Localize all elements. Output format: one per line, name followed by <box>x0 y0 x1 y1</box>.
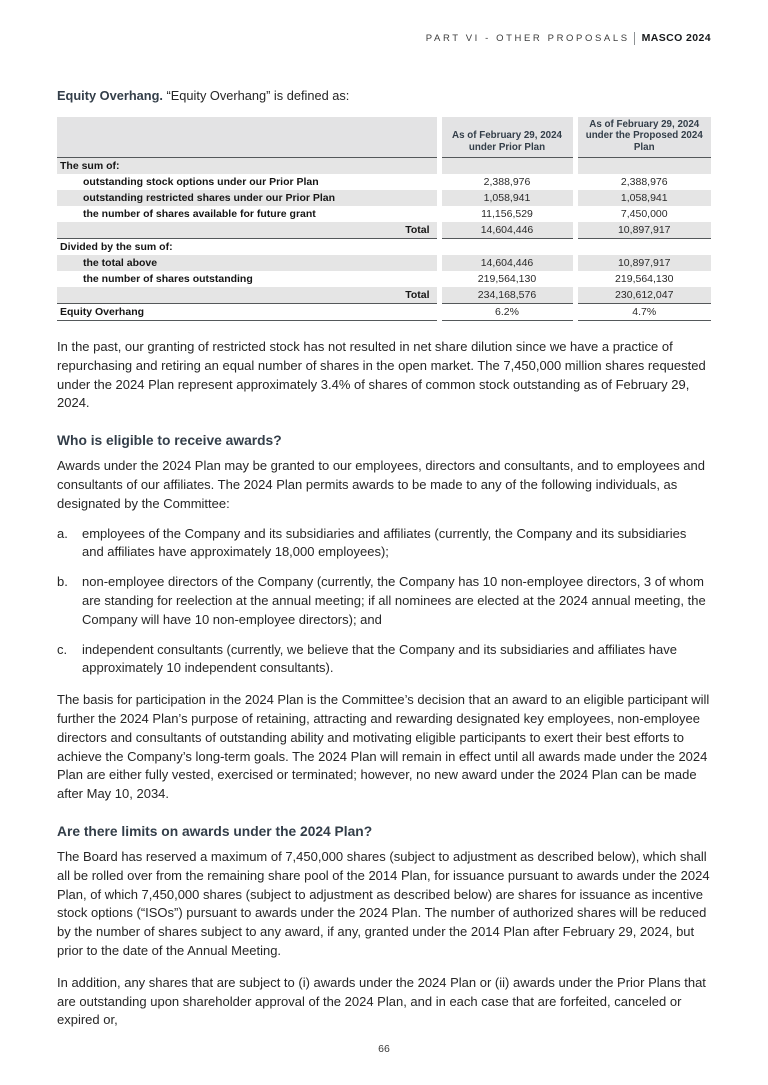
value-proposed-plan: 2,388,976 <box>575 174 711 190</box>
row-label: outstanding restricted shares under our Prior Plan <box>57 190 439 206</box>
list-item-marker: c. <box>57 641 68 657</box>
value-proposed-plan <box>575 158 711 175</box>
table-row <box>57 174 711 190</box>
table-row <box>57 304 711 321</box>
value-proposed-plan: 230,612,047 <box>575 287 711 304</box>
row-label: the total above <box>57 255 439 271</box>
value-prior-plan: 6.2% <box>439 304 575 321</box>
eligible-list <box>57 525 711 679</box>
value-proposed-plan: 10,897,917 <box>575 222 711 239</box>
page-footer <box>57 1043 711 1085</box>
header-part-label: PART VI - OTHER PROPOSALS <box>425 32 630 44</box>
list-item-marker: b. <box>57 574 68 590</box>
list-item <box>57 641 711 679</box>
list-item <box>57 525 711 563</box>
value-proposed-plan: 4.7% <box>575 304 711 321</box>
value-prior-plan: 14,604,446 <box>439 222 575 239</box>
page-header <box>57 30 711 46</box>
paragraph-participation-basis: The basis for participation in the 2024 Plan is the Committee’s decision that an award to an eligible participant will further the 2024 Plan’s purpose of retaining, attracting and rewarding designated key employees, non-employee directors and consultants of outstanding ability and motivating eligible participants to exert their best efforts to achieve the Company’s long-term goals. The 2024 Plan will remain in effect until all awards made under the 2024 Plan are either fully vested, exercised or terminated; however, no new award under the 2024 Plan can be made after May 10, 2034. <box>57 692 710 802</box>
value-prior-plan: 1,058,941 <box>439 190 575 206</box>
heading-eligible: Who is eligible to receive awards? <box>57 433 282 449</box>
table-header-proposed-plan: As of February 29, 2024 under the Proposed 2024 Plan <box>575 117 711 158</box>
table-row <box>57 206 711 222</box>
lead-term: Equity Overhang. <box>57 88 163 103</box>
paragraph-limits-2: In addition, any shares that are subject to (i) awards under the 2024 Plan or (ii) awards under the Prior Plans that are outstanding upon shareholder approval of the 2024 Plan, and in each case that are forfeited, canceled or expired or, <box>57 974 706 1028</box>
table-row <box>57 271 711 287</box>
row-label: the number of shares available for future grant <box>83 208 316 220</box>
list-item <box>57 573 711 629</box>
table-row <box>57 287 711 304</box>
table-row <box>57 158 711 175</box>
value-proposed-plan: 10,897,917 <box>575 255 711 271</box>
table-header-empty-cell <box>57 117 439 158</box>
value-prior-plan <box>439 158 575 175</box>
header-brand: MASCO 2024 <box>641 32 711 44</box>
value-proposed-plan: 1,058,941 <box>575 190 711 206</box>
table-row <box>57 222 711 239</box>
value-prior-plan <box>439 239 575 256</box>
heading-limits: Are there limits on awards under the 2024 Plan? <box>57 823 373 839</box>
value-proposed-plan: 219,564,130 <box>575 271 711 287</box>
list-item-text: independent consultants (currently, we believe that the Company and its subsidiaries and affiliates have approximately 10 independent consultants). <box>82 641 677 676</box>
row-label: outstanding stock options under our Prior Plan <box>83 176 319 188</box>
row-label: Equity Overhang <box>57 304 439 321</box>
table-row <box>57 255 711 271</box>
list-item-text: non-employee directors of the Company (currently, the Company has 10 non-employee directors, 3 of whom are standing for reelection at the annual meeting; if all nominees are elected at the 2024 annual meeting, the Company will have 10 non-employee directors); and <box>82 574 706 627</box>
row-label: the number of shares outstanding <box>83 273 253 285</box>
page-number: 66 <box>378 1043 390 1056</box>
list-item-marker: a. <box>57 525 68 541</box>
paragraph-eligible-intro: Awards under the 2024 Plan may be granted to our employees, directors and consultants, and to employees and consultants of our affiliates. The 2024 Plan permits awards to be made to any of the following individuals, as designated by the Committee: <box>57 458 705 511</box>
table-header-prior-plan: As of February 29, 2024 under Prior Plan <box>439 117 575 158</box>
value-prior-plan: 14,604,446 <box>439 255 575 271</box>
row-label: Divided by the sum of: <box>60 241 173 253</box>
value-proposed-plan: 7,450,000 <box>575 206 711 222</box>
table-row <box>57 190 711 206</box>
table-row <box>57 239 711 256</box>
paragraph-dilution: In the past, our granting of restricted stock has not resulted in net share dilution since we have a practice of repurchasing and retiring an equal number of shares in the open market. The 7,450,000 million shares requested under the 2024 Plan represent approximately 3.4% of shares of common stock outstanding as of February 29, 2024. <box>57 339 706 411</box>
row-label: Total <box>57 287 439 304</box>
value-prior-plan: 219,564,130 <box>439 271 575 287</box>
value-prior-plan: 11,156,529 <box>439 206 575 222</box>
value-prior-plan: 2,388,976 <box>439 174 575 190</box>
value-proposed-plan <box>575 239 711 256</box>
lead-definition-text: “Equity Overhang” is defined as: <box>162 88 350 103</box>
list-item-text: employees of the Company and its subsidiaries and affiliates (currently, the Company and its subsidiaries and affiliates have approximately 18,000 employees); <box>82 525 687 560</box>
table-header-row <box>57 117 711 158</box>
row-label: The sum of: <box>57 158 439 175</box>
row-label: Total <box>57 222 439 239</box>
value-prior-plan: 234,168,576 <box>439 287 575 304</box>
paragraph-limits-1: The Board has reserved a maximum of 7,450,000 shares (subject to adjustment as described below), which shall all be rolled over from the remaining share pool of the 2014 Plan, for issuance pursuant to awards under the 2024 Plan, of which 7,450,000 shares (subject to adjustment as described below) are shares for issuance as incentive stock options (“ISOs”) pursuant to awards under the 2024 Plan. The number of authorized shares will be reduced by the number of shares subject to any award, if any, granted under the 2014 Plan after February 29, 2024, but prior to the date of the Annual Meeting. <box>57 848 710 958</box>
equity-overhang-table <box>57 117 711 321</box>
header-divider <box>634 32 635 45</box>
lead-paragraph <box>57 88 711 104</box>
